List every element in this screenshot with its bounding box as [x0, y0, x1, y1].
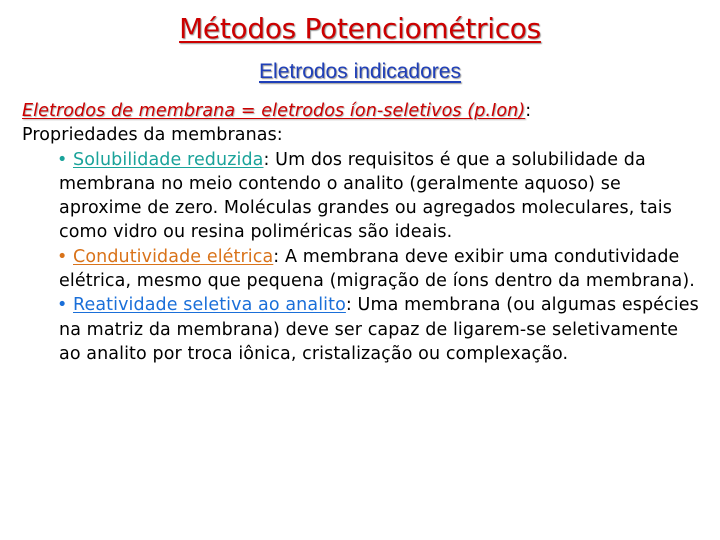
section-heading: Eletrodos de membrana = eletrodos íon-seletivos (p.Ion) [22, 101, 526, 121]
bullet-separator: : [273, 246, 280, 267]
bullet-term: Reatividade seletiva ao analito [73, 295, 346, 316]
bullet-body [59, 148, 702, 245]
bullet-text: A membrana deve exibir uma condutividade elétrica, mesmo que pequena (migração de íons dentro da membrana). [59, 246, 695, 292]
bullet-body [59, 245, 702, 294]
heading-colon: : [525, 101, 532, 121]
bullet-separator: : [263, 149, 270, 170]
intro-text: Propriedades da membranas: [22, 125, 283, 146]
bullet-term: Solubilidade reduzida [73, 149, 264, 170]
bullet-marker: • [57, 149, 68, 170]
bullet-item-conductivity [59, 245, 702, 294]
slide-body [22, 99, 702, 366]
slide-subtitle: Eletrodos indicadores [259, 60, 461, 83]
bullet-term: Condutividade elétrica [73, 246, 274, 267]
bullet-separator: : [345, 295, 352, 316]
bullet-body [59, 293, 702, 366]
slide-title: Métodos Potenciométricos [179, 12, 541, 45]
bullet-item-solubility [59, 148, 702, 245]
bullet-text: Uma membrana (ou algumas espécies na matriz da membrana) deve ser capaz de ligarem-se seletivamente ao analito por troca iônica, cristalização ou complexação. [59, 295, 699, 364]
bullet-item-reactivity [59, 293, 702, 366]
bullet-marker: • [57, 295, 68, 316]
bullet-marker: • [57, 246, 68, 267]
bullet-text: Um dos requisitos é que a solubilidade da membrana no meio contendo o analito (geralmente aquoso) se aproxime de zero. Moléculas grandes ou agregados moleculares, tais como vidro ou resina poliméricas são ideais. [59, 149, 672, 243]
section-heading-line [22, 99, 702, 123]
